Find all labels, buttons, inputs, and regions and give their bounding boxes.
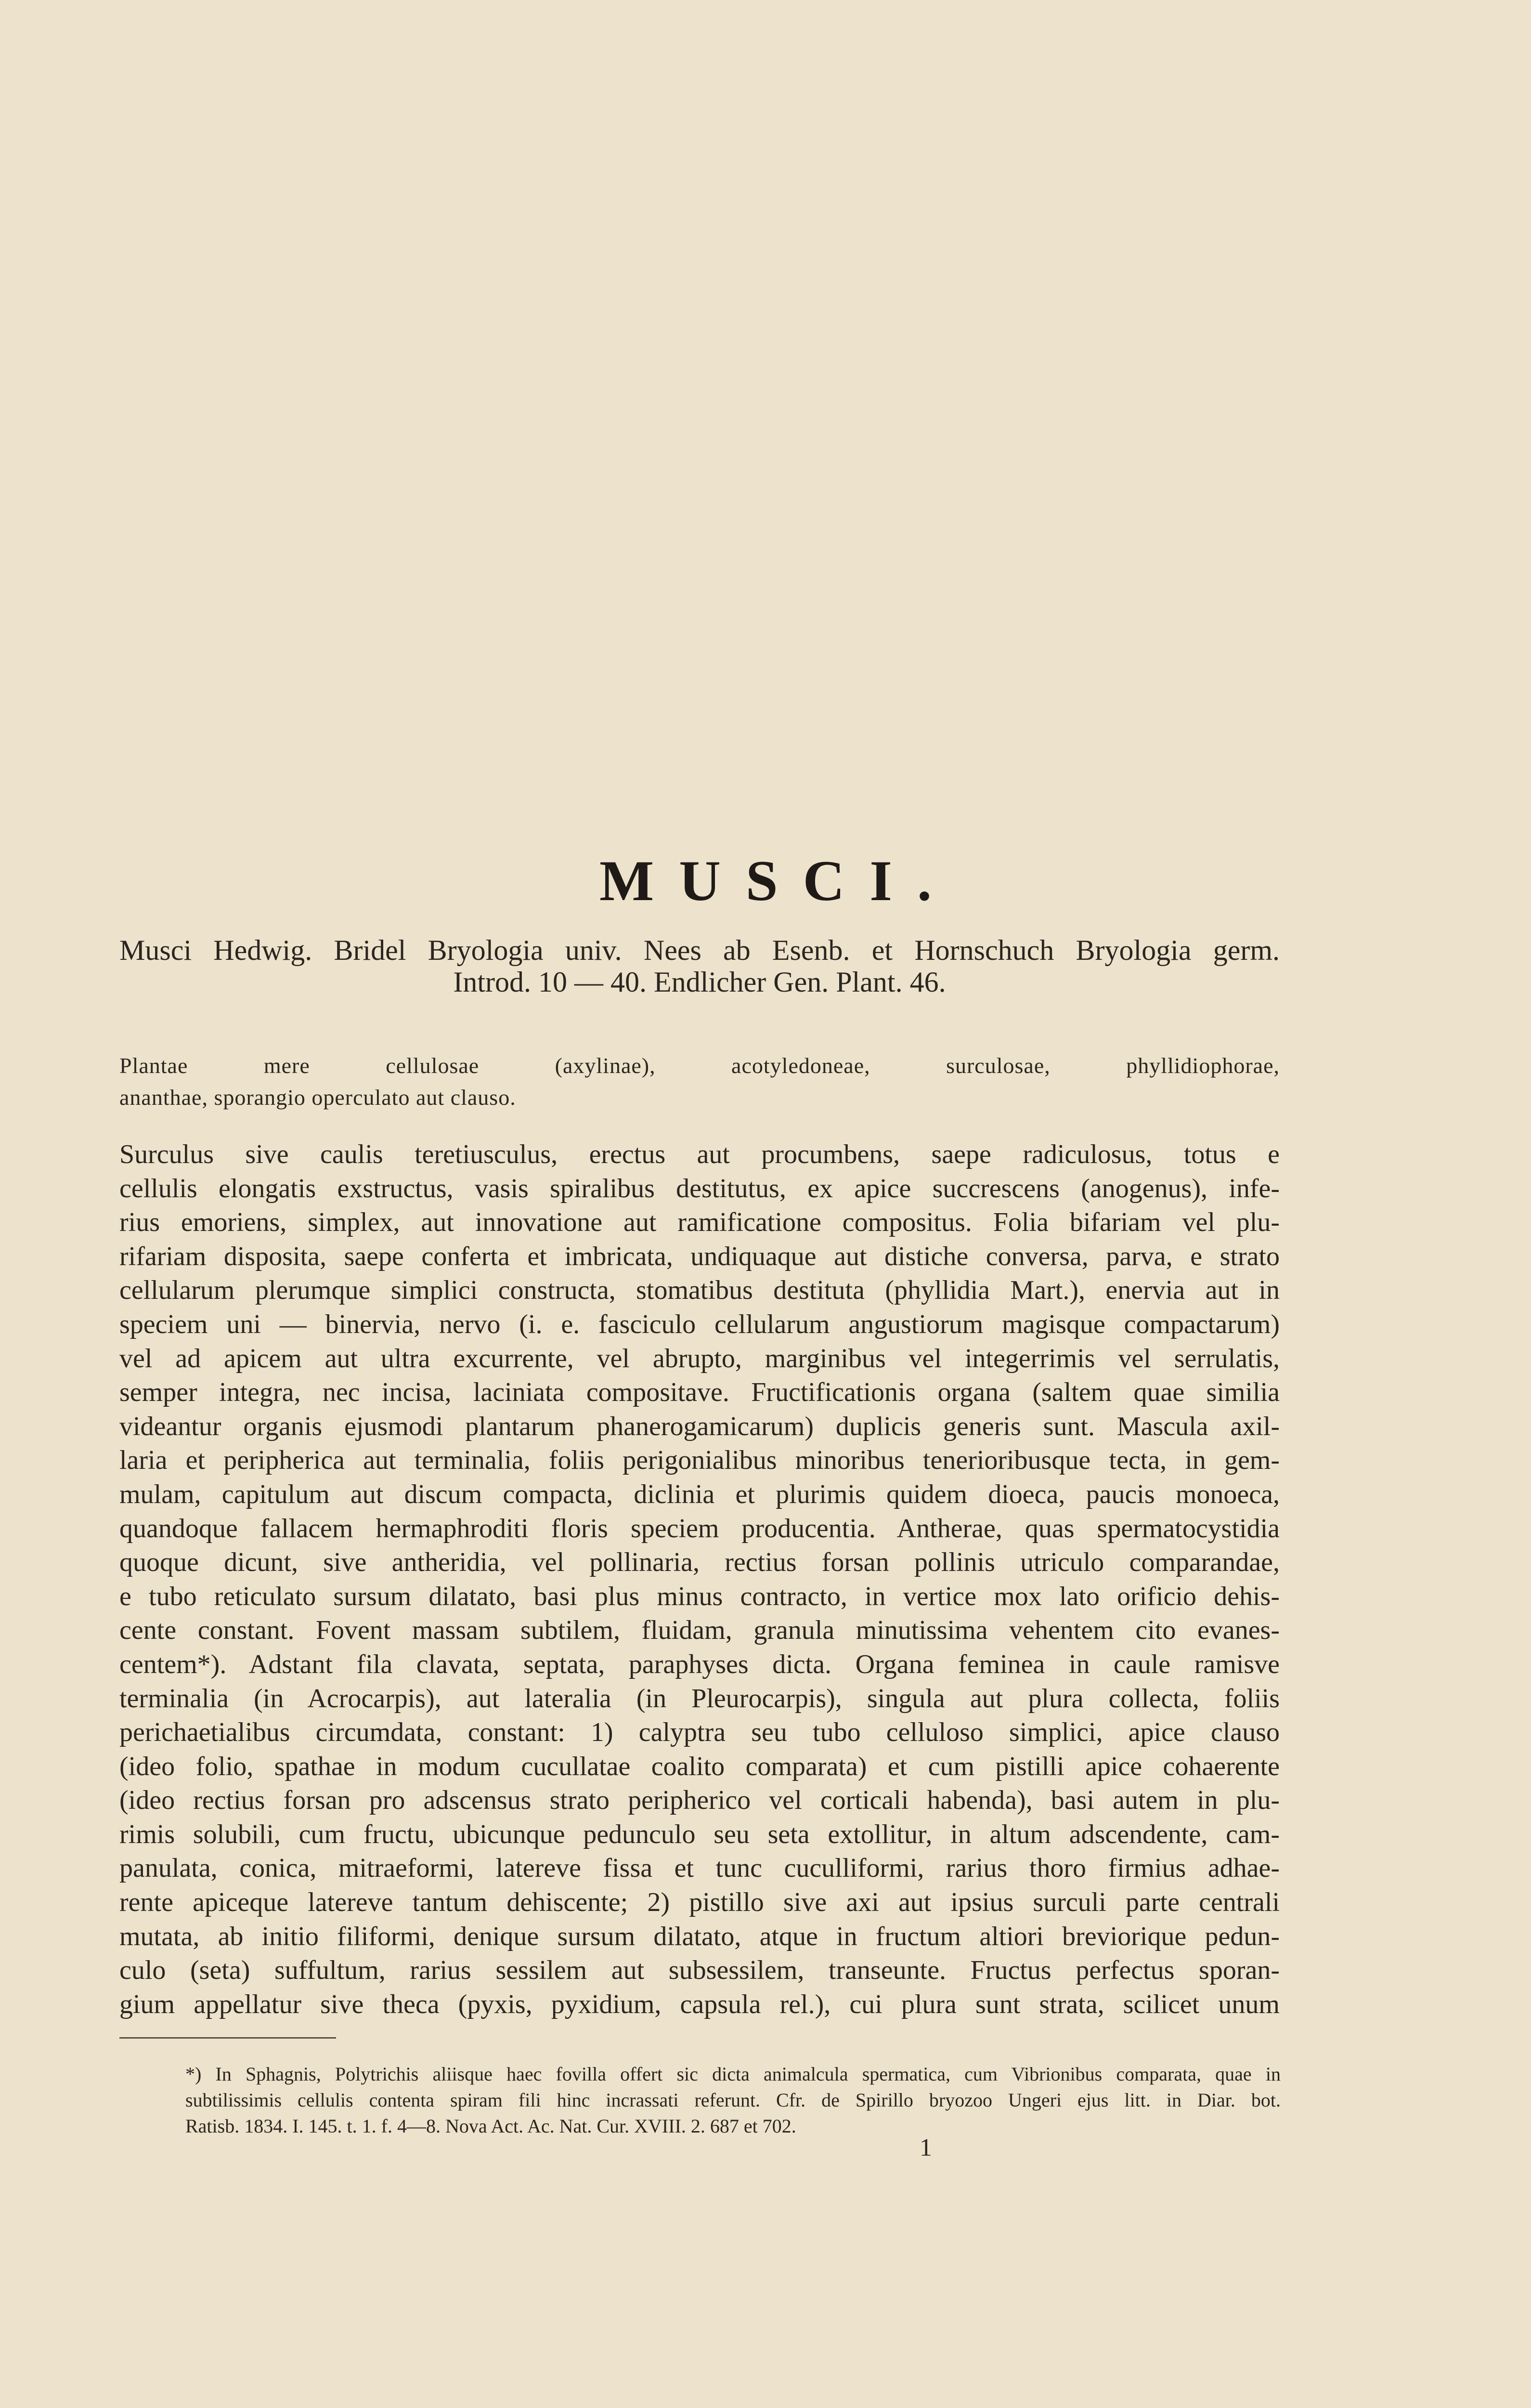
body-line: mulam, capitulum aut discum compacta, diclinia et plurimis quidem dioeca, paucis monoeca, [119, 1479, 1280, 1509]
body-line: rifariam disposita, saepe conferta et imbricata, undiquaque aut distiche conversa, parva, e strato [119, 1241, 1280, 1271]
body-line: rius emoriens, simplex, aut innovatione aut ramificatione compositus. Folia bifariam vel plu- [119, 1207, 1280, 1238]
body-line: e tubo reticulato sursum dilatato, basi plus minus contracto, in vertice mox lato orificio dehis- [119, 1581, 1280, 1611]
body-line: centem*). Adstant fila clavata, septata, paraphyses dicta. Organa feminea in caule ramisve [119, 1649, 1280, 1679]
body-line: rimis solubili, cum fructu, ubicunque pedunculo seu seta extollitur, in altum adscendente, cam- [119, 1819, 1280, 1849]
body-line: quoque dicunt, sive antheridia, vel pollinaria, rectius forsan pollinis utriculo comparandae, [119, 1547, 1280, 1578]
footnote-line: subtilissimis cellulis contenta spiram fili hinc incrassati referunt. Cfr. de Spirillo bryozoo Ungeri ejus litt. in Diar. bot. [185, 2089, 1281, 2111]
body-line: rente apiceque latereve tantum dehiscente; 2) pistillo sive axi aut ipsius surculi parte centrali [119, 1887, 1280, 1918]
body-line: vel ad apicem aut ultra excurrente, vel abrupto, marginibus vel integerrimis vel serrulatis, [119, 1343, 1280, 1374]
body-line: semper integra, nec incisa, laciniata compositave. Fructificationis organa (saltem quae similia [119, 1377, 1280, 1408]
body-line: quandoque fallacem hermaphroditi floris speciem producentia. Antherae, quas spermatocystidia [119, 1513, 1280, 1544]
definition-paragraph [119, 1050, 1280, 1113]
page-number: 1 [920, 2134, 932, 2161]
main-body-text [119, 1138, 1280, 2021]
definition-line: Plantae mere cellulosae (axylinae), acotyledoneae, surculosae, phyllidiophorae, [119, 1053, 1280, 1078]
reference-line: Musci Hedwig. Bridel Bryologia univ. Nees ab Esenb. et Hornschuch Bryologia germ. [119, 934, 1280, 966]
body-line: videantur organis ejusmodi plantarum phanerogamicarum) duplicis generis sunt. Mascula axil- [119, 1411, 1280, 1441]
body-line: panulata, conica, mitraeformi, latereve fissa et tunc cuculliformi, rarius thoro firmius adhae- [119, 1853, 1280, 1884]
bibliographic-references [119, 934, 1280, 998]
body-line: Surculus sive caulis teretiusculus, erectus aut procumbens, saepe radiculosus, totus e [119, 1139, 1280, 1169]
body-line: perichaetialibus circumdata, constant: 1) calyptra seu tubo celluloso simplici, apice clauso [119, 1717, 1280, 1748]
body-line: cellulis elongatis exstructus, vasis spiralibus destitutus, ex apice succrescens (anogenus), infe- [119, 1173, 1280, 1204]
body-line: (ideo rectius forsan pro adscensus strato peripherico vel corticali habenda), basi autem in plu- [119, 1785, 1280, 1816]
body-line: laria et peripherica aut terminalia, foliis perigonialibus minoribus tenerioribusque tecta, in gem- [119, 1445, 1280, 1476]
footnote [185, 2061, 1281, 2139]
reference-line: Introd. 10 — 40. Endlicher Gen. Plant. 46. [453, 966, 946, 998]
footnote-rule [119, 2037, 336, 2039]
body-line: cellularum plerumque simplici constructa, stomatibus destituta (phyllidia Mart.), enervia aut in [119, 1275, 1280, 1306]
body-line: cente constant. Fovent massam subtilem, fluidam, granula minutissima vehentem cito evanes- [119, 1615, 1280, 1646]
footnote-line: Ratisb. 1834. I. 145. t. 1. f. 4—8. Nova Act. Ac. Nat. Cur. XVIII. 2. 687 et 702. [185, 2115, 796, 2137]
body-line: gium appellatur sive theca (pyxis, pyxidium, capsula rel.), cui plura sunt strata, scilicet unum [119, 1989, 1280, 2019]
body-line: terminalia (in Acrocarpis), aut lateralia (in Pleurocarpis), singula aut plura collecta, foliis [119, 1683, 1280, 1714]
page-title: MUSCI. [599, 849, 957, 913]
body-line: (ideo folio, spathae in modum cucullatae coalito comparata) et cum pistilli apice cohaerente [119, 1751, 1280, 1781]
body-line: mutata, ab initio filiformi, denique sursum dilatato, atque in fructum altiori breviorique pedun- [119, 1921, 1280, 1951]
body-line: culo (seta) suffultum, rarius sessilem aut subsessilem, transeunte. Fructus perfectus sporan- [119, 1955, 1280, 1986]
footnote-line: *) In Sphagnis, Polytrichis aliisque haec fovilla offert sic dicta animalcula spermatica, cum Vibrionibus comparata, quae in [185, 2063, 1281, 2085]
body-line: speciem uni — binervia, nervo (i. e. fasciculo cellularum angustiorum magisque compactarum) [119, 1309, 1280, 1339]
definition-line: ananthae, sporangio operculato aut clauso. [119, 1085, 516, 1110]
